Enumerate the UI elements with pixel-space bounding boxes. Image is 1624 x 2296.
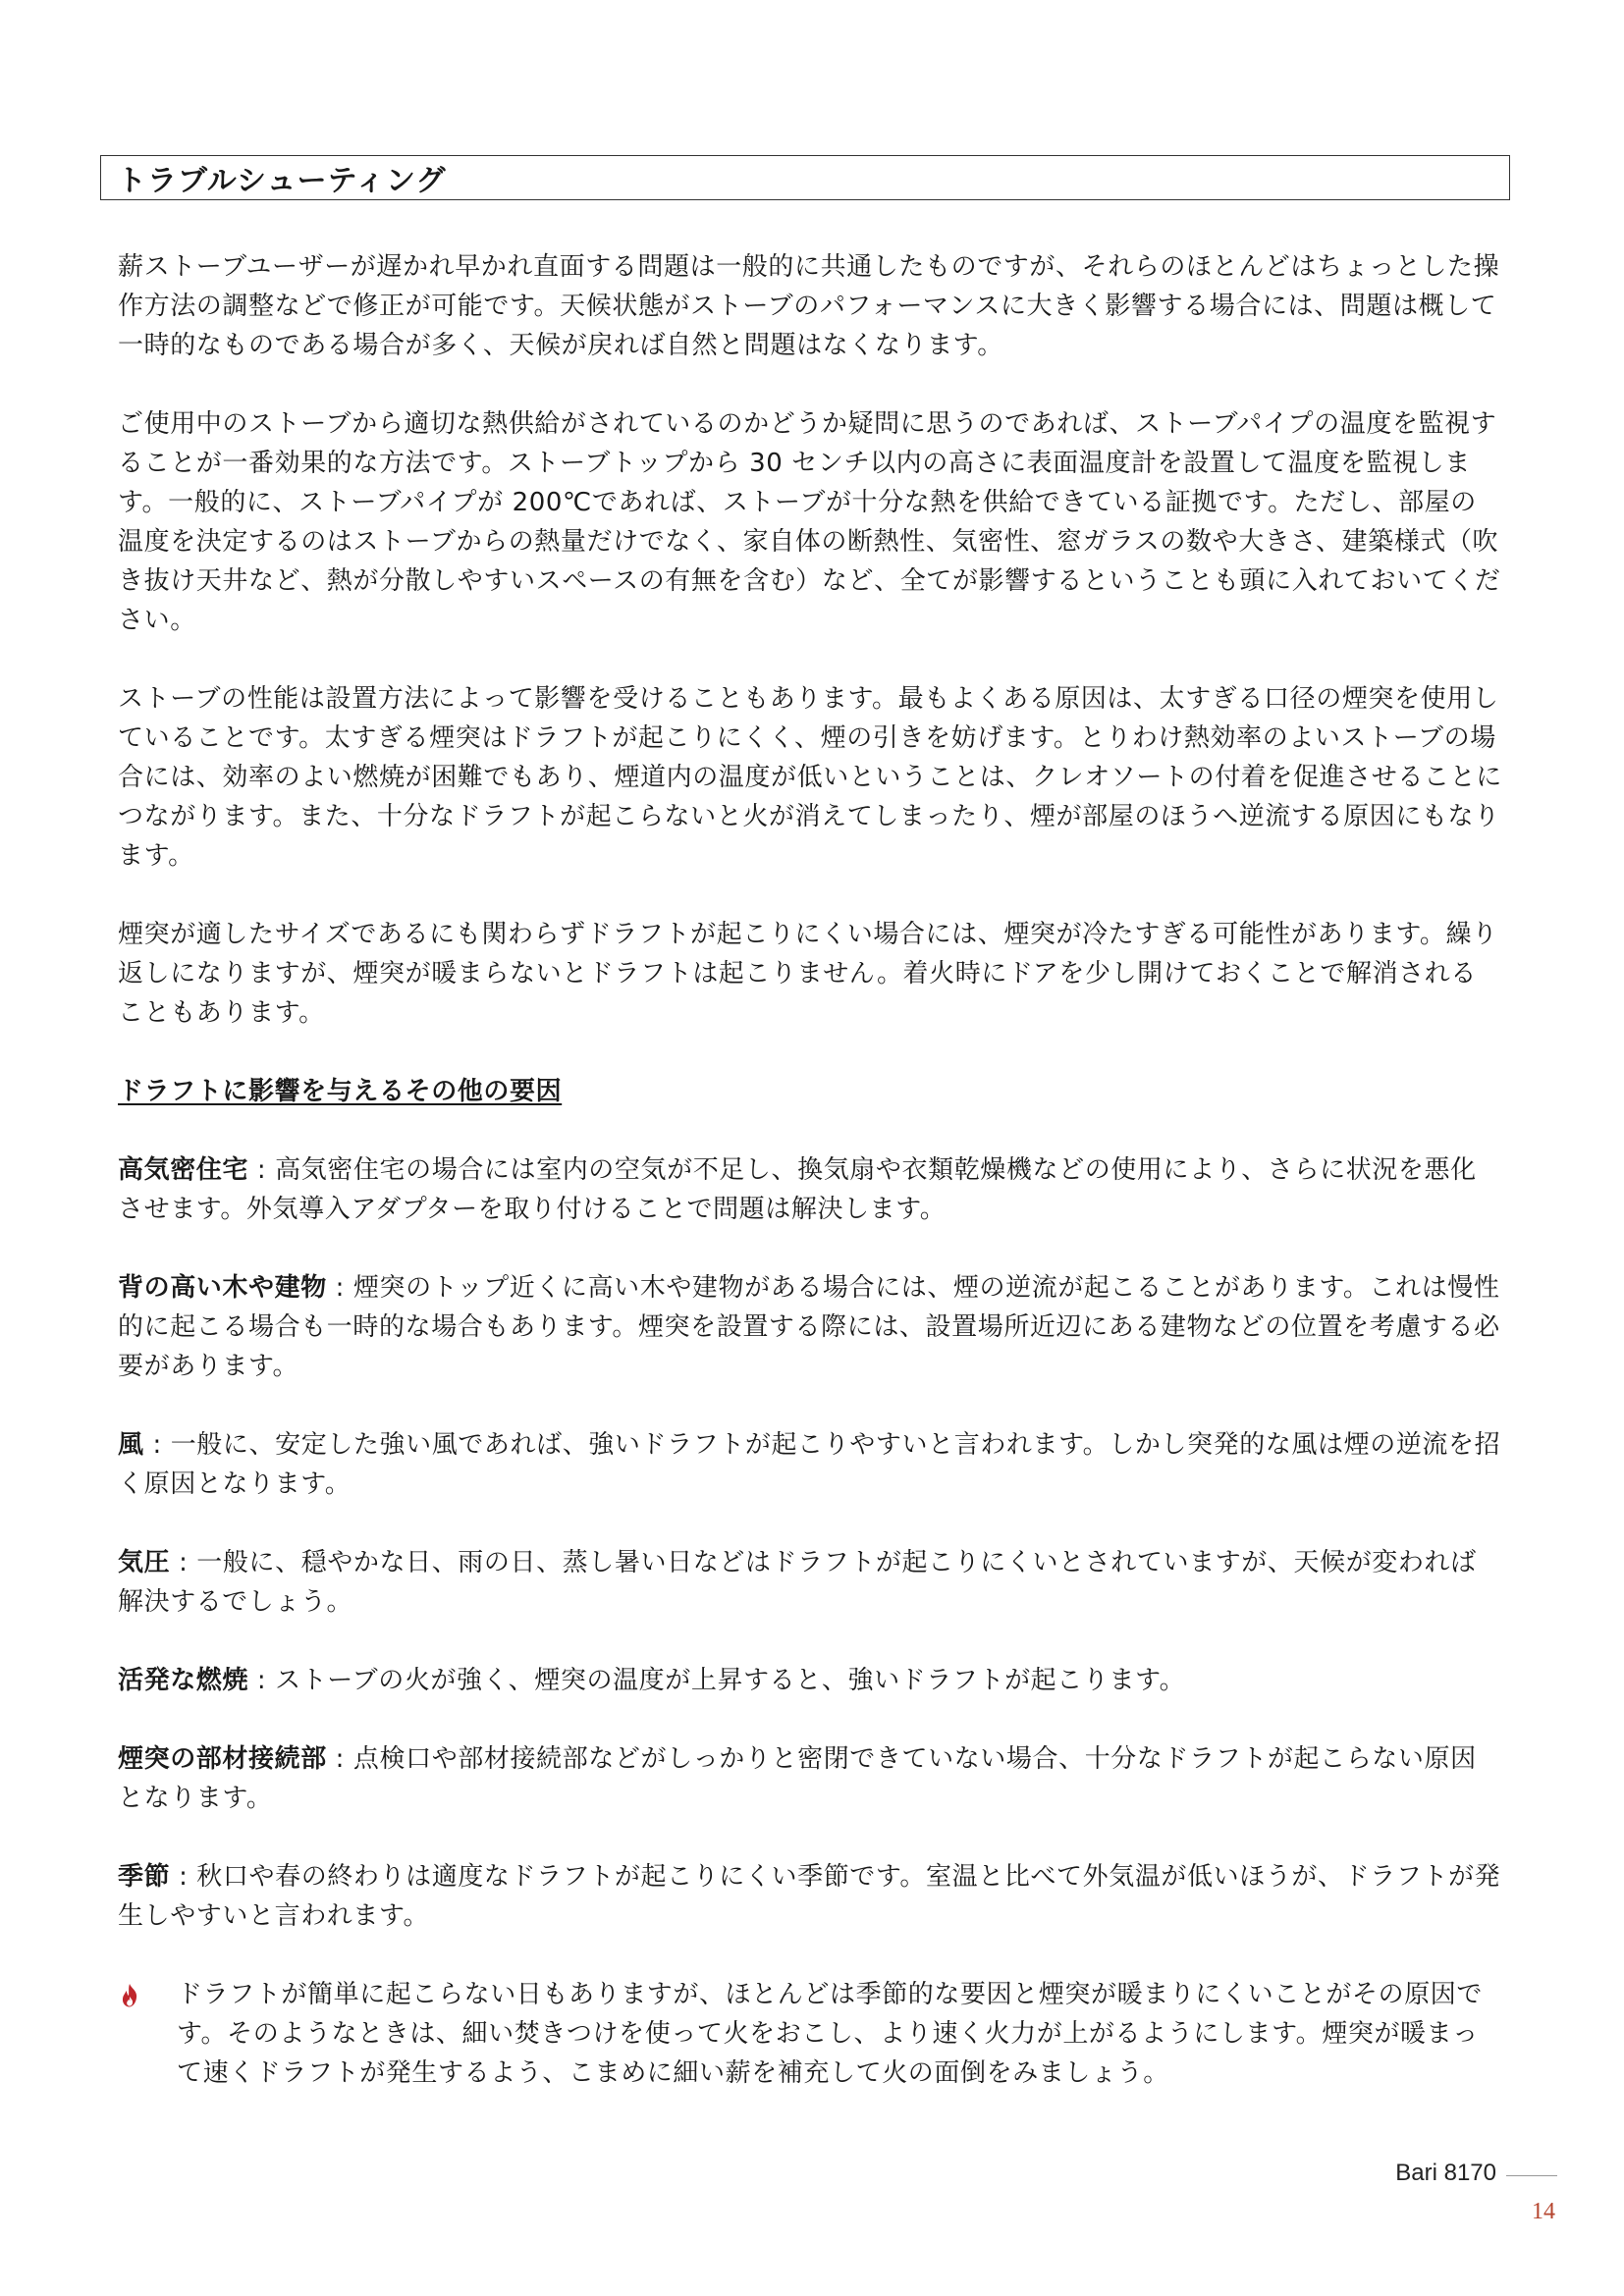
paragraph: 薪ストーブユーザーが遅かれ早かれ直面する問題は一般的に共通したものですが、それらのほとんどはちょっとした操作方法の調整などで修正が可能です。天候状態がストーブのパフォーマンスに大きく影響する場合には、問題は概して一時的なものである場合が多く、天候が戻れば自然と問題はなくなります。 — [118, 252, 1500, 360]
factor-term: 季節 — [118, 1862, 171, 1892]
factor-text: : 一般に、穏やかな日、雨の日、蒸し暑い日などはドラフトが起こりにくいとされていますが、天候が変われば解決するでしょう。 — [118, 1548, 1477, 1617]
sub-heading: ドラフトに影響を与えるその他の要因 — [118, 1077, 563, 1106]
factor-term: 気圧 — [118, 1548, 171, 1577]
page-number: 14 — [1532, 2199, 1555, 2224]
factor-term: 背の高い木や建物 — [118, 1273, 327, 1303]
factor-text: : ストーブの火が強く、煙突の温度が上昇すると、強いドラフトが起こります。 — [248, 1666, 1186, 1695]
factor-item — [118, 1857, 1502, 1936]
factor-item — [118, 1543, 1502, 1622]
factor-item — [118, 1661, 1502, 1700]
factor-text: : 秋口や春の終わりは適度なドラフトが起こりにくい季節です。室温と比べて外気温が低いほうが、ドラフトが発生しやすいと言われます。 — [118, 1862, 1501, 1931]
factor-text: : 一般に、安定した強い風であれば、強いドラフトが起こりやすいと言われます。しかし突発的な風は煙の逆流を招く原因となります。 — [118, 1430, 1501, 1499]
tip-note — [118, 1975, 1502, 2093]
factor-item — [118, 1268, 1502, 1386]
factor-text: : 煙突のトップ近くに高い木や建物がある場合には、煙の逆流が起こることがあります。これは慢性的に起こる場合も一時的な場合もあります。煙突を設置する際には、設置場所近辺にある建物などの位置を考慮する必要があります。 — [118, 1273, 1500, 1381]
factor-term: 風 — [118, 1430, 144, 1460]
factor-term: 活発な燃焼 — [118, 1666, 249, 1695]
factor-text: : 高気密住宅の場合には室内の空気が不足し、換気扇や衣類乾燥機などの使用により、さらに状況を悪化させます。外気導入アダプターを取り付けることで問題は解決します。 — [118, 1155, 1477, 1224]
factor-item — [118, 1150, 1502, 1229]
factor-term: 高気密住宅 — [118, 1155, 249, 1185]
content — [118, 247, 1502, 2093]
factor-item — [118, 1739, 1502, 1818]
section-title: トラブルシューティング — [100, 155, 1510, 200]
footer-model-name: Bari 8170 — [1395, 2160, 1496, 2186]
paragraph: 煙突が適したサイズであるにも関わらずドラフトが起こりにくい場合には、煙突が冷たすぎる可能性があります。繰り返しになりますが、煙突が暖まらないとドラフトは起こりません。着火時にドアを少し開けておくことで解消されることもあります。 — [118, 920, 1498, 1028]
paragraph: ご使用中のストーブから適切な熱供給がされているのかどうか疑問に思うのであれば、ストーブパイプの温度を監視することが一番効果的な方法です。ストーブトップから 30 センチ以内の高さに表面温度計を設置して温度を監視します。一般的に、ストーブパイプが 200℃であれば、ストーブが十分な熱を供給できている証拠です。ただし、部屋の温度を決定するのはストーブからの熱量だけでなく、家自体の断熱性、気密性、窓ガラスの数や大きさ、建築様式（吹き抜け天井など、熱が分散しやすいスペースの有無を含む）など、全てが影響するということも頭に入れておいてください。 — [118, 409, 1501, 635]
footer-divider — [1506, 2175, 1557, 2176]
paragraph: ストーブの性能は設置方法によって影響を受けることもあります。最もよくある原因は、太すぎる口径の煙突を使用していることです。太すぎる煙突はドラフトが起こりにくく、煙の引きを妨げます。とりわけ熱効率のよいストーブの場合には、効率のよい燃焼が困難でもあり、煙道内の温度が低いということは、クレオソートの付着を促進させることにつながります。また、十分なドラフトが起こらないと火が消えてしまったり、煙が部屋のほうへ逆流する原因にもなります。 — [118, 684, 1502, 871]
flame-icon — [118, 1981, 141, 2006]
factor-term: 煙突の部材接続部 — [118, 1744, 327, 1774]
factor-text: : 点検口や部材接続部などがしっかりと密閉できていない場合、十分なドラフトが起こらない原因となります。 — [118, 1744, 1477, 1813]
tip-text: ドラフトが簡単に起こらない日もありますが、ほとんどは季節的な要因と煙突が暖まりにくいことがその原因です。そのようなときは、細い焚きつけを使って火をおこし、より速く火力が上がるようにします。煙突が暖まって速くドラフトが発生するよう、こまめに細い薪を補充して火の面倒をみましょう。 — [177, 1980, 1484, 2088]
factor-item — [118, 1425, 1502, 1504]
